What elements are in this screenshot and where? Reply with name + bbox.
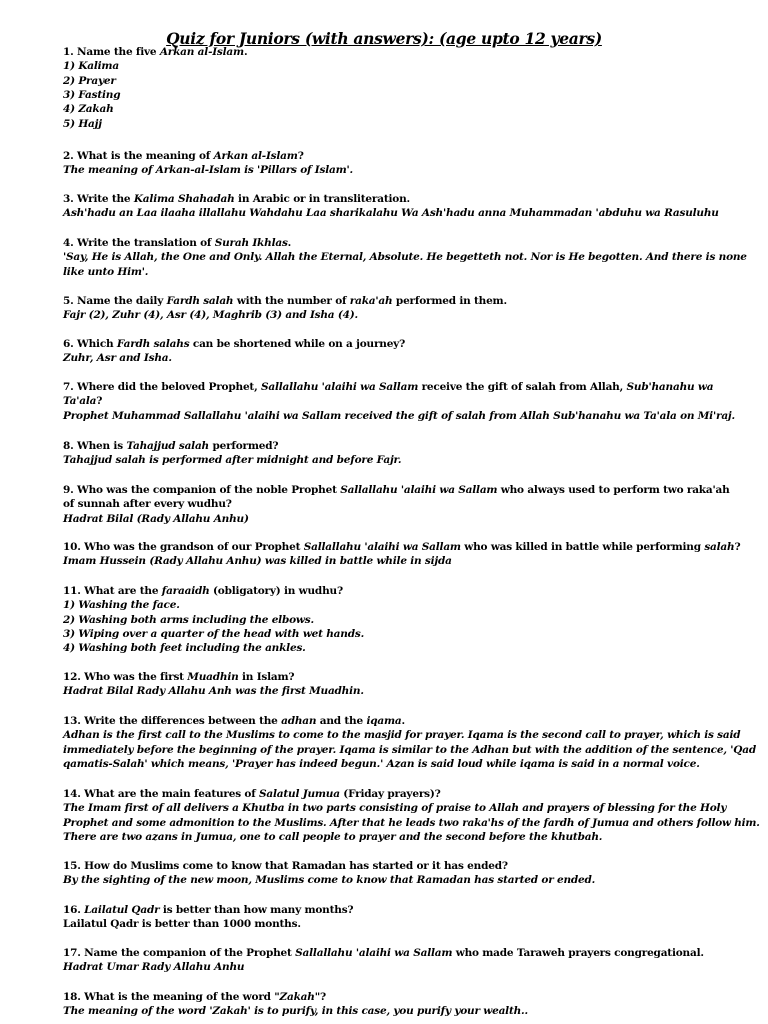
question-text: 13. Write the differences between the bbox=[63, 715, 282, 727]
question-text: 9. Who was the companion of the noble Prophet bbox=[63, 484, 341, 496]
answer-12-line: Hadrat Bilal Rady Allahu Anh was the first Muadhin. bbox=[63, 685, 364, 698]
question-text: . bbox=[243, 46, 248, 58]
question-text: 5. Name the daily bbox=[63, 295, 167, 307]
question-3 bbox=[63, 193, 410, 206]
question-term: faraaidh bbox=[161, 585, 210, 597]
question-text: 14. What are the main features of bbox=[63, 788, 259, 800]
question-1 bbox=[63, 46, 247, 59]
question-term: Lailatul Qadr bbox=[84, 904, 160, 916]
answer-5-line: Fajr (2), Zuhr (4), Asr (4), Maghrib (3) and Isha (4). bbox=[63, 309, 358, 322]
question-text: 17. Name the companion of the Prophet bbox=[63, 947, 296, 959]
question-13 bbox=[63, 715, 405, 728]
question-text: . bbox=[287, 237, 292, 249]
question-11 bbox=[63, 585, 343, 598]
question-term: Sallallahu 'alaihi wa Sallam bbox=[260, 381, 419, 393]
question-text: of sunnah after every wudhu? bbox=[63, 498, 232, 511]
question-term: Zakah bbox=[279, 991, 315, 1003]
answer-13-line: qamatis-Salah' which means, 'Prayer has indeed begun.' Azan is said loud while iqama is said in a normal voice. bbox=[63, 757, 700, 770]
question-5 bbox=[63, 295, 507, 308]
question-text: ? bbox=[297, 150, 304, 162]
question-15 bbox=[63, 860, 508, 873]
question-12 bbox=[63, 671, 294, 684]
question-text: performed? bbox=[209, 440, 279, 452]
question-term: Arkan al-Islam bbox=[213, 150, 298, 162]
answer-14-line: The Imam first of all delivers a Khutba in two parts consisting of praise to Allah and prayers of blessing for the Holy bbox=[63, 802, 727, 815]
question-text: can be shortened while on a journey? bbox=[189, 338, 406, 350]
answer-7-line: Prophet Muhammad Sallallahu 'alaihi wa Sallam received the gift of salah from Allah Sub'hanahu wa Ta'ala on Mi'raj. bbox=[63, 409, 735, 422]
answer-14-line: Prophet and some admonition to the Muslims. After that he leads two raka'hs of the fardh of Jumua and others follow him. bbox=[63, 816, 760, 829]
question-term: Sub'hanahu wa bbox=[626, 381, 714, 393]
question-text: (Friday prayers)? bbox=[339, 788, 441, 800]
question-term: Salatul Jumua bbox=[258, 788, 340, 800]
question-text: who always used to perform two raka'ah bbox=[497, 484, 730, 496]
question-6 bbox=[63, 338, 405, 351]
answer-1-line: 2) Prayer bbox=[63, 74, 116, 87]
answer-4-line: 'Say, He is Allah, the One and Only. Allah the Eternal, Absolute. He begetteth not. Nor is He begotten. And there is none bbox=[63, 251, 747, 264]
question-9-continued bbox=[63, 498, 232, 511]
question-text: . bbox=[401, 715, 405, 727]
question-16 bbox=[63, 904, 353, 917]
question-term: Sallallahu 'alaihi wa Sallam bbox=[340, 484, 498, 496]
answer-11-line: 4) Washing both feet including the ankles. bbox=[63, 642, 306, 655]
question-text: (obligatory) in wudhu? bbox=[209, 585, 343, 597]
question-term: Muadhin bbox=[187, 671, 239, 683]
question-text: 7. Where did the beloved Prophet, bbox=[63, 381, 261, 393]
answer-16-line: Lailatul Qadr is better than 1000 months. bbox=[63, 918, 301, 931]
answer-4-line: like unto Him'. bbox=[63, 265, 149, 278]
question-text: performed in them. bbox=[392, 295, 507, 307]
answer-11-line: 2) Washing both arms including the elbows. bbox=[63, 613, 314, 626]
question-text: 1. Name the five bbox=[63, 46, 160, 58]
answer-13-line: immediately before the beginning of the prayer. Iqama is similar to the Adhan but with the addition of the sentence, 'Qad bbox=[63, 743, 756, 756]
question-term: Fardh salahs bbox=[116, 338, 190, 350]
question-term: Fardh salah bbox=[166, 295, 234, 307]
answer-3-line: Ash'hadu an Laa ilaaha illallahu Wahdahu Laa sharikalahu Wa Ash'hadu anna Muhammadan 'abduhu wa Rasuluhu bbox=[63, 207, 719, 220]
question-10 bbox=[63, 541, 740, 554]
question-4 bbox=[63, 237, 291, 250]
answer-11-line: 1) Washing the face. bbox=[63, 599, 180, 612]
answer-6-line: Zuhr, Asr and Isha. bbox=[63, 352, 172, 365]
question-9 bbox=[63, 484, 730, 497]
answer-8-line: Tahajjud salah is performed after midnight and before Fajr. bbox=[63, 454, 402, 467]
answer-14-line: There are two azans in Jumua, one to call people to prayer and the second before the khutbah. bbox=[63, 830, 603, 843]
question-term: Sallallahu 'alaihi wa Sallam bbox=[303, 541, 461, 553]
answer-1-line: 3) Fasting bbox=[63, 88, 121, 101]
question-text: who made Taraweh prayers congregational. bbox=[452, 947, 704, 959]
answer-9-line: Hadrat Bilal (Rady Allahu Anhu) bbox=[63, 512, 249, 525]
answer-1-line: 5) Hajj bbox=[63, 117, 102, 130]
question-text: 2. What is the meaning of bbox=[63, 150, 214, 162]
question-term: iqama bbox=[366, 715, 402, 727]
question-14 bbox=[63, 788, 441, 801]
question-term: Surah Ikhlas bbox=[214, 237, 288, 249]
question-text: is better than how many months? bbox=[159, 904, 354, 916]
question-term: raka'ah bbox=[349, 295, 393, 307]
question-text: 8. When is bbox=[63, 440, 127, 452]
question-text: ? bbox=[96, 395, 103, 408]
document-title: Quiz for Juniors (with answers): (age upto 12 years) bbox=[166, 29, 602, 48]
question-term: Arkan al-Islam bbox=[159, 46, 244, 58]
question-term: Kalima Shahadah bbox=[133, 193, 235, 205]
question-text: in Arabic or in transliteration. bbox=[234, 193, 410, 205]
question-text: 16. bbox=[63, 904, 85, 916]
question-term: salah bbox=[704, 541, 735, 553]
question-text: 10. Who was the grandson of our Prophet bbox=[63, 541, 304, 553]
question-7 bbox=[63, 381, 713, 394]
question-text: receive the gift of salah from Allah, bbox=[418, 381, 627, 393]
question-17 bbox=[63, 947, 704, 960]
answer-13-line: Adhan is the first call to the Muslims to come to the masjid for prayer. Iqama is the second call to prayer, which is said bbox=[63, 729, 741, 742]
question-18 bbox=[63, 991, 326, 1004]
question-text: "? bbox=[314, 991, 326, 1003]
answer-2-line: The meaning of Arkan-al-Islam is 'Pillars of Islam'. bbox=[63, 164, 353, 177]
question-7-continued bbox=[63, 395, 102, 408]
question-text: in Islam? bbox=[238, 671, 295, 683]
answer-1-line: 4) Zakah bbox=[63, 103, 114, 116]
question-text: who was killed in battle while performing bbox=[460, 541, 705, 553]
question-text: ? bbox=[734, 541, 741, 553]
question-text: with the number of bbox=[233, 295, 350, 307]
question-term: Sallallahu 'alaihi wa Sallam bbox=[295, 947, 453, 959]
question-text: 3. Write the bbox=[63, 193, 134, 205]
question-term: Ta'ala bbox=[63, 395, 97, 408]
question-8 bbox=[63, 440, 278, 453]
question-text: and the bbox=[316, 715, 367, 727]
answer-1-line: 1) Kalima bbox=[63, 60, 119, 73]
question-2 bbox=[63, 150, 304, 163]
question-text: 12. Who was the first bbox=[63, 671, 188, 683]
question-text: 4. Write the translation of bbox=[63, 237, 215, 249]
answer-15-line: By the sighting of the new moon, Muslims come to know that Ramadan has started or ended. bbox=[63, 874, 596, 887]
question-text: 11. What are the bbox=[63, 585, 162, 597]
answer-17-line: Hadrat Umar Rady Allahu Anhu bbox=[63, 961, 245, 974]
question-text: 18. What is the meaning of the word " bbox=[63, 991, 280, 1003]
answer-11-line: 3) Wiping over a quarter of the head with wet hands. bbox=[63, 627, 365, 640]
answer-10-line: Imam Hussein (Rady Allahu Anhu) was killed in battle while in sijda bbox=[63, 555, 452, 568]
question-term: Tahajjud salah bbox=[126, 440, 209, 452]
question-term: adhan bbox=[281, 715, 317, 727]
answer-18-line: The meaning of the word 'Zakah' is to purify, in this case, you purify your wealth.. bbox=[63, 1005, 528, 1018]
question-text: 6. Which bbox=[63, 338, 117, 350]
question-text: 15. How do Muslims come to know that Ramadan has started or it has ended? bbox=[63, 860, 508, 872]
